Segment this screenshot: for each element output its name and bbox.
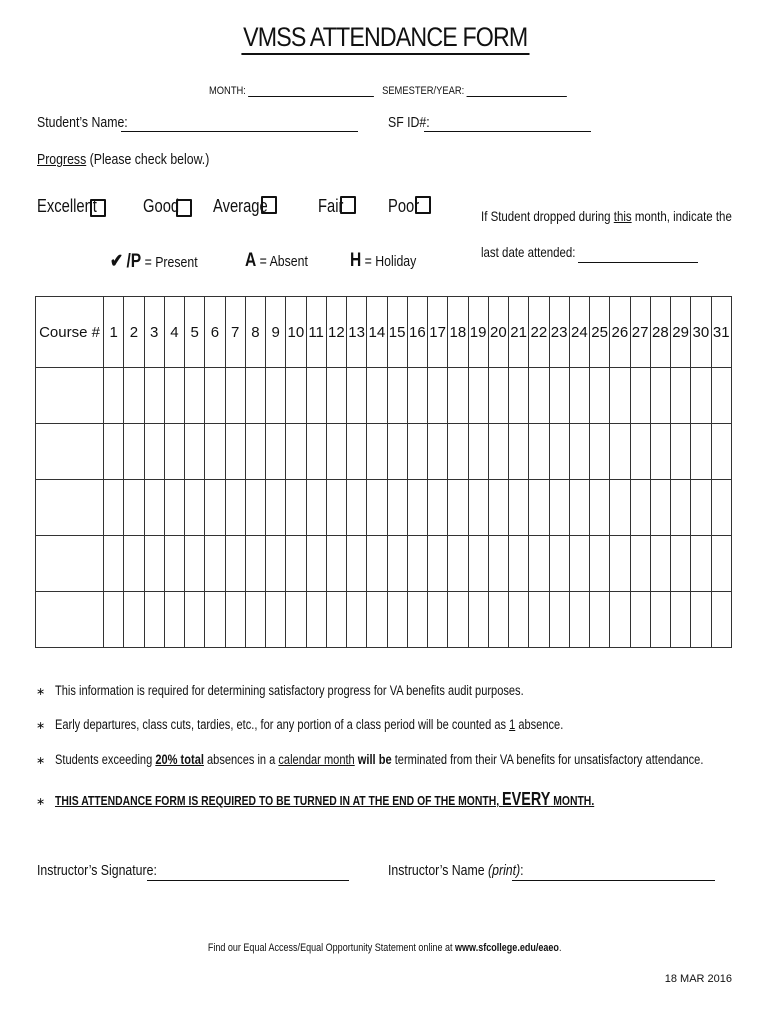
- day-cell-4[interactable]: [164, 536, 184, 592]
- day-cell-4[interactable]: [164, 480, 184, 536]
- last-date-attended-field[interactable]: [578, 246, 698, 263]
- legend-absent: A = Absent: [245, 250, 308, 271]
- day-header-18: 18: [448, 297, 468, 368]
- day-cell-10[interactable]: [286, 368, 306, 424]
- month-label: MONTH:: [209, 85, 246, 97]
- day-cell-19[interactable]: [468, 368, 488, 424]
- day-cell-29[interactable]: [671, 424, 691, 480]
- day-cell-14[interactable]: [367, 368, 387, 424]
- day-header-21: 21: [509, 297, 529, 368]
- table-row: [36, 424, 732, 480]
- table-header-row: [36, 297, 732, 368]
- course-cell[interactable]: [36, 424, 104, 480]
- day-cell-5[interactable]: [185, 368, 205, 424]
- day-cell-8[interactable]: [245, 480, 265, 536]
- day-cell-2[interactable]: [124, 592, 144, 648]
- progress-option-poor: Poor: [388, 196, 420, 216]
- day-cell-6[interactable]: [205, 592, 225, 648]
- day-cell-23[interactable]: [549, 368, 569, 424]
- day-cell-9[interactable]: [266, 368, 286, 424]
- course-cell[interactable]: [36, 592, 104, 648]
- day-cell-20[interactable]: [488, 368, 508, 424]
- day-cell-11[interactable]: [306, 368, 326, 424]
- day-header-31: 31: [711, 297, 732, 368]
- day-cell-27[interactable]: [630, 480, 650, 536]
- day-cell-8[interactable]: [245, 424, 265, 480]
- day-cell-30[interactable]: [691, 368, 711, 424]
- day-cell-29[interactable]: [671, 536, 691, 592]
- day-cell-12[interactable]: [326, 424, 346, 480]
- instructor-name-field[interactable]: [512, 864, 715, 881]
- day-cell-30[interactable]: [691, 536, 711, 592]
- day-header-20: 20: [488, 297, 508, 368]
- day-cell-21[interactable]: [509, 536, 529, 592]
- day-header-22: 22: [529, 297, 549, 368]
- day-cell-13[interactable]: [347, 536, 367, 592]
- day-header-9: 9: [266, 297, 286, 368]
- day-cell-18[interactable]: [448, 368, 468, 424]
- day-cell-29[interactable]: [671, 592, 691, 648]
- day-cell-27[interactable]: [630, 424, 650, 480]
- day-cell-16[interactable]: [407, 424, 427, 480]
- eeo-statement: Find our Equal Access/Equal Opportunity Statement online at www.sfcollege.edu/eaeo.: [208, 942, 562, 954]
- course-cell[interactable]: [36, 536, 104, 592]
- day-cell-17[interactable]: [428, 536, 448, 592]
- day-cell-15[interactable]: [387, 480, 407, 536]
- day-cell-29[interactable]: [671, 480, 691, 536]
- day-cell-21[interactable]: [509, 480, 529, 536]
- day-cell-6[interactable]: [205, 480, 225, 536]
- day-cell-14[interactable]: [367, 592, 387, 648]
- day-cell-21[interactable]: [509, 592, 529, 648]
- day-cell-24[interactable]: [569, 536, 589, 592]
- day-cell-17[interactable]: [428, 368, 448, 424]
- day-cell-2[interactable]: [124, 536, 144, 592]
- day-cell-16[interactable]: [407, 592, 427, 648]
- day-cell-7[interactable]: [225, 368, 245, 424]
- day-cell-4[interactable]: [164, 592, 184, 648]
- day-cell-1[interactable]: [104, 592, 124, 648]
- day-cell-22[interactable]: [529, 480, 549, 536]
- progress-option-good: Good: [143, 196, 180, 216]
- day-header-8: 8: [245, 297, 265, 368]
- progress-option-fair: Fair: [318, 196, 344, 216]
- day-cell-8[interactable]: [245, 592, 265, 648]
- day-header-13: 13: [347, 297, 367, 368]
- day-cell-30[interactable]: [691, 480, 711, 536]
- day-cell-5[interactable]: [185, 424, 205, 480]
- day-header-16: 16: [407, 297, 427, 368]
- day-cell-14[interactable]: [367, 424, 387, 480]
- day-cell-6[interactable]: [205, 536, 225, 592]
- day-header-26: 26: [610, 297, 630, 368]
- day-cell-13[interactable]: [347, 368, 367, 424]
- day-cell-16[interactable]: [407, 368, 427, 424]
- check-icon: ✔: [110, 251, 124, 272]
- day-cell-5[interactable]: [185, 536, 205, 592]
- day-cell-27[interactable]: [630, 368, 650, 424]
- table-row: [36, 592, 732, 648]
- day-cell-30[interactable]: [691, 424, 711, 480]
- day-cell-31[interactable]: [711, 424, 732, 480]
- day-cell-21[interactable]: [509, 368, 529, 424]
- day-cell-28[interactable]: [650, 480, 670, 536]
- day-cell-8[interactable]: [245, 368, 265, 424]
- day-cell-31[interactable]: [711, 536, 732, 592]
- day-cell-18[interactable]: [448, 480, 468, 536]
- day-cell-4[interactable]: [164, 424, 184, 480]
- table-row: [36, 368, 732, 424]
- day-cell-6[interactable]: [205, 424, 225, 480]
- day-header-23: 23: [549, 297, 569, 368]
- day-cell-31[interactable]: [711, 592, 732, 648]
- day-cell-11[interactable]: [306, 592, 326, 648]
- course-cell[interactable]: [36, 480, 104, 536]
- day-cell-9[interactable]: [266, 424, 286, 480]
- day-cell-3[interactable]: [144, 592, 164, 648]
- day-cell-18[interactable]: [448, 536, 468, 592]
- day-cell-26[interactable]: [610, 424, 630, 480]
- day-cell-19[interactable]: [468, 592, 488, 648]
- day-cell-11[interactable]: [306, 424, 326, 480]
- day-cell-22[interactable]: [529, 536, 549, 592]
- day-header-5: 5: [185, 297, 205, 368]
- day-header-11: 11: [306, 297, 326, 368]
- eaeo-link[interactable]: www.sfcollege.edu/eaeo: [455, 942, 560, 954]
- day-cell-14[interactable]: [367, 536, 387, 592]
- day-cell-20[interactable]: [488, 480, 508, 536]
- day-cell-19[interactable]: [468, 536, 488, 592]
- day-header-24: 24: [569, 297, 589, 368]
- instructor-signature-label: Instructor’s Signature:: [37, 862, 157, 879]
- day-cell-1[interactable]: [104, 480, 124, 536]
- day-cell-25[interactable]: [590, 592, 610, 648]
- day-cell-22[interactable]: [529, 368, 549, 424]
- day-cell-15[interactable]: [387, 424, 407, 480]
- attendance-table: [35, 296, 732, 648]
- day-cell-13[interactable]: [347, 592, 367, 648]
- day-cell-18[interactable]: [448, 592, 468, 648]
- day-cell-22[interactable]: [529, 592, 549, 648]
- day-cell-10[interactable]: [286, 536, 306, 592]
- day-cell-10[interactable]: [286, 424, 306, 480]
- course-cell[interactable]: [36, 368, 104, 424]
- day-cell-2[interactable]: [124, 368, 144, 424]
- day-cell-24[interactable]: [569, 592, 589, 648]
- day-header-2: 2: [124, 297, 144, 368]
- day-header-14: 14: [367, 297, 387, 368]
- day-cell-3[interactable]: [144, 536, 164, 592]
- day-cell-8[interactable]: [245, 536, 265, 592]
- day-cell-10[interactable]: [286, 480, 306, 536]
- day-cell-2[interactable]: [124, 424, 144, 480]
- semester-year-field[interactable]: [467, 96, 567, 97]
- checkbox-poor[interactable]: [415, 196, 431, 214]
- day-header-1: 1: [104, 297, 124, 368]
- day-cell-28[interactable]: [650, 368, 670, 424]
- day-cell-15[interactable]: [387, 592, 407, 648]
- day-cell-25[interactable]: [590, 424, 610, 480]
- semester-label: SEMESTER/YEAR:: [382, 85, 465, 97]
- day-cell-12[interactable]: [326, 368, 346, 424]
- day-cell-2[interactable]: [124, 480, 144, 536]
- bullet-icon: ∗: [36, 720, 46, 732]
- bullet-icon: ∗: [36, 796, 46, 808]
- day-header-28: 28: [650, 297, 670, 368]
- day-cell-12[interactable]: [326, 480, 346, 536]
- day-cell-7[interactable]: [225, 480, 245, 536]
- day-cell-20[interactable]: [488, 536, 508, 592]
- day-cell-3[interactable]: [144, 424, 164, 480]
- day-cell-28[interactable]: [650, 536, 670, 592]
- day-cell-25[interactable]: [590, 480, 610, 536]
- day-cell-20[interactable]: [488, 592, 508, 648]
- month-field[interactable]: [248, 96, 374, 97]
- day-header-10: 10: [286, 297, 306, 368]
- day-cell-24[interactable]: [569, 480, 589, 536]
- day-cell-11[interactable]: [306, 480, 326, 536]
- day-cell-23[interactable]: [549, 592, 569, 648]
- day-header-12: 12: [326, 297, 346, 368]
- day-cell-14[interactable]: [367, 480, 387, 536]
- day-cell-27[interactable]: [630, 592, 650, 648]
- day-cell-9[interactable]: [266, 480, 286, 536]
- checkbox-average[interactable]: [261, 196, 277, 214]
- day-cell-10[interactable]: [286, 592, 306, 648]
- day-cell-15[interactable]: [387, 536, 407, 592]
- day-cell-18[interactable]: [448, 424, 468, 480]
- day-header-25: 25: [590, 297, 610, 368]
- day-cell-4[interactable]: [164, 368, 184, 424]
- day-cell-30[interactable]: [691, 592, 711, 648]
- day-cell-5[interactable]: [185, 480, 205, 536]
- day-cell-3[interactable]: [144, 368, 164, 424]
- day-cell-29[interactable]: [671, 368, 691, 424]
- day-cell-24[interactable]: [569, 424, 589, 480]
- day-header-30: 30: [691, 297, 711, 368]
- sf-id-field[interactable]: [424, 115, 591, 132]
- day-cell-25[interactable]: [590, 368, 610, 424]
- day-header-3: 3: [144, 297, 164, 368]
- day-cell-6[interactable]: [205, 368, 225, 424]
- progress-heading: Progress (Please check below.): [37, 151, 210, 168]
- day-cell-23[interactable]: [549, 480, 569, 536]
- day-cell-3[interactable]: [144, 480, 164, 536]
- day-cell-20[interactable]: [488, 424, 508, 480]
- day-cell-13[interactable]: [347, 480, 367, 536]
- day-header-19: 19: [468, 297, 488, 368]
- day-cell-5[interactable]: [185, 592, 205, 648]
- sf-id-label: SF ID#:: [388, 114, 430, 131]
- day-header-17: 17: [428, 297, 448, 368]
- checkbox-excellent[interactable]: [90, 199, 106, 217]
- bullet-icon: ∗: [36, 686, 46, 698]
- table-row: [36, 536, 732, 592]
- day-cell-28[interactable]: [650, 592, 670, 648]
- day-cell-1[interactable]: [104, 368, 124, 424]
- day-cell-1[interactable]: [104, 536, 124, 592]
- day-cell-11[interactable]: [306, 536, 326, 592]
- month-semester-row: [209, 85, 630, 97]
- progress-option-average: Average: [213, 196, 268, 216]
- instructor-signature-field[interactable]: [147, 864, 349, 881]
- instructor-name-row: Instructor’s Name (print):: [388, 862, 524, 879]
- day-header-15: 15: [387, 297, 407, 368]
- day-cell-13[interactable]: [347, 424, 367, 480]
- day-cell-19[interactable]: [468, 480, 488, 536]
- day-cell-22[interactable]: [529, 424, 549, 480]
- day-cell-12[interactable]: [326, 536, 346, 592]
- day-cell-9[interactable]: [266, 592, 286, 648]
- form-title: VMSS ATTENDANCE FORM: [0, 22, 770, 55]
- checkbox-fair[interactable]: [340, 196, 356, 214]
- day-header-29: 29: [671, 297, 691, 368]
- day-cell-16[interactable]: [407, 536, 427, 592]
- day-header-4: 4: [164, 297, 184, 368]
- day-header-27: 27: [630, 297, 650, 368]
- day-cell-26[interactable]: [610, 536, 630, 592]
- checkbox-good[interactable]: [176, 199, 192, 217]
- day-cell-7[interactable]: [225, 592, 245, 648]
- day-cell-16[interactable]: [407, 480, 427, 536]
- day-cell-7[interactable]: [225, 424, 245, 480]
- day-cell-9[interactable]: [266, 536, 286, 592]
- day-cell-17[interactable]: [428, 424, 448, 480]
- day-cell-12[interactable]: [326, 592, 346, 648]
- table-row: [36, 480, 732, 536]
- student-name-label: Student’s Name:: [37, 114, 128, 131]
- day-cell-17[interactable]: [428, 480, 448, 536]
- day-cell-26[interactable]: [610, 480, 630, 536]
- day-cell-27[interactable]: [630, 536, 650, 592]
- day-cell-1[interactable]: [104, 424, 124, 480]
- legend-present: ✔ /P = Present: [110, 251, 198, 272]
- course-header: Course #: [36, 297, 104, 368]
- revision-date: 18 MAR 2016: [664, 973, 732, 985]
- day-cell-21[interactable]: [509, 424, 529, 480]
- day-header-6: 6: [205, 297, 225, 368]
- day-cell-31[interactable]: [711, 368, 732, 424]
- day-cell-31[interactable]: [711, 480, 732, 536]
- day-cell-23[interactable]: [549, 536, 569, 592]
- day-cell-7[interactable]: [225, 536, 245, 592]
- progress-option-excellent: Excellent: [37, 196, 97, 216]
- day-header-7: 7: [225, 297, 245, 368]
- legend-holiday: H = Holiday: [350, 250, 417, 271]
- day-cell-28[interactable]: [650, 424, 670, 480]
- day-cell-17[interactable]: [428, 592, 448, 648]
- dropped-note-line1: If Student dropped during this month, indicate the: [481, 208, 732, 224]
- student-name-field[interactable]: [121, 115, 358, 132]
- day-cell-26[interactable]: [610, 368, 630, 424]
- day-cell-26[interactable]: [610, 592, 630, 648]
- day-cell-23[interactable]: [549, 424, 569, 480]
- dropped-note-line2: last date attended:: [481, 244, 576, 260]
- bullet-icon: ∗: [36, 755, 46, 767]
- day-cell-15[interactable]: [387, 368, 407, 424]
- day-cell-19[interactable]: [468, 424, 488, 480]
- day-cell-24[interactable]: [569, 368, 589, 424]
- day-cell-25[interactable]: [590, 536, 610, 592]
